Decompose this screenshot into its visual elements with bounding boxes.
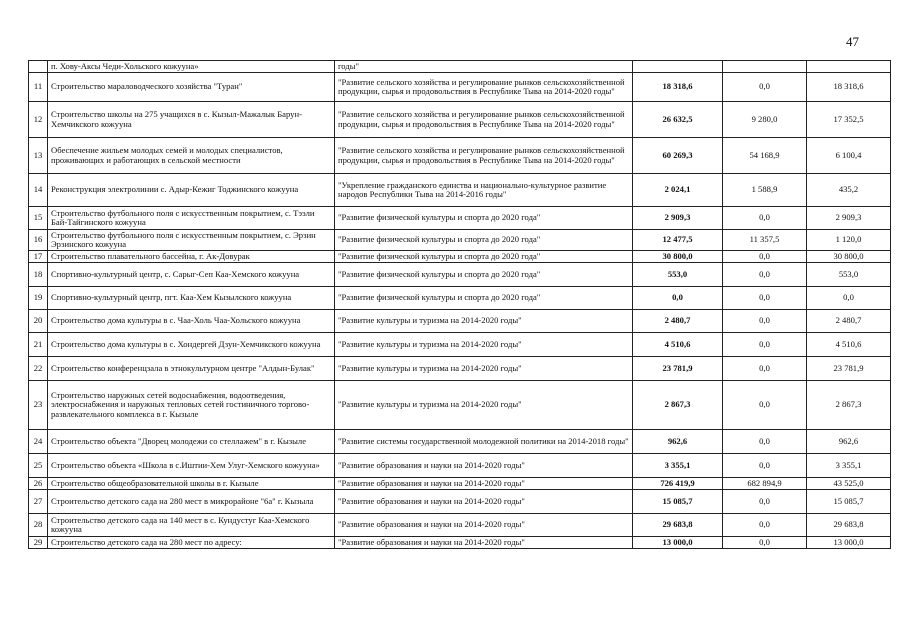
federal-amount: 0,0 [723,207,807,230]
object-name: Строительство школы на 275 учащихся в с. Кызыл-Мажалык Барун-Хемчикского кожууна [48,102,335,138]
row-number: 23 [29,381,48,430]
federal-amount: 54 168,9 [723,138,807,174]
object-name: Спортивно-культурный центр, с. Сарыг-Сеп Каа-Хемского кожууна [48,263,335,287]
total-amount: 4 510,6 [633,333,723,357]
regional-amount: 435,2 [807,174,891,207]
regional-amount: 18 318,6 [807,73,891,102]
row-number [29,61,48,73]
table-row [29,430,891,454]
program-name: "Развитие физической культуры и спорта до 2020 года" [335,263,633,287]
total-amount [633,61,723,73]
row-number: 24 [29,430,48,454]
object-name: Строительство объекта «Школа в с.Иштии-Хем Улуг-Хемского кожууна» [48,454,335,478]
row-number: 19 [29,287,48,310]
total-amount: 60 269,3 [633,138,723,174]
table-row [29,263,891,287]
total-amount: 18 318,6 [633,73,723,102]
program-name: "Развитие образования и науки на 2014-2020 годы" [335,454,633,478]
object-name: Строительство футбольного поля с искусственным покрытием, с. Эрзин Эрзинского кожууна [48,230,335,251]
table-row [29,310,891,333]
total-amount: 2 909,3 [633,207,723,230]
federal-amount: 0,0 [723,381,807,430]
program-name: "Развитие сельского хозяйства и регулирование рынков сельскохозяйственной продукции, сырья и продовольствия в Республике Тыва на 2014-2020 годы" [335,138,633,174]
object-name: Строительство плавательного бассейна, г. Ак-Довурак [48,251,335,263]
program-name: "Развитие физической культуры и спорта до 2020 года" [335,207,633,230]
program-name: "Развитие культуры и туризма на 2014-2020 годы" [335,333,633,357]
total-amount: 2 024,1 [633,174,723,207]
program-name: "Развитие сельского хозяйства и регулирование рынков сельскохозяйственной продукции, сырья и продовольствия в Республике Тыва на 2014-2020 годы" [335,102,633,138]
total-amount: 962,6 [633,430,723,454]
federal-amount: 11 357,5 [723,230,807,251]
program-name: "Развитие физической культуры и спорта до 2020 года" [335,251,633,263]
federal-amount: 0,0 [723,333,807,357]
federal-amount: 0,0 [723,73,807,102]
table-row [29,287,891,310]
object-name: Строительство детского сада на 280 мест по адресу: [48,537,335,549]
table-row [29,102,891,138]
regional-amount: 2 867,3 [807,381,891,430]
table-row [29,514,891,537]
row-number: 18 [29,263,48,287]
federal-amount [723,61,807,73]
regional-amount: 23 781,9 [807,357,891,381]
regional-amount: 6 100,4 [807,138,891,174]
program-name: "Развитие образования и науки на 2014-2020 годы" [335,537,633,549]
object-name: Строительство наружных сетей водоснабжения, водоотведения, электроснабжения и наружных тепловых сетей гостиничного торгово-развлекательного комплекса в г. Кызыле [48,381,335,430]
table-row [29,381,891,430]
regional-amount [807,61,891,73]
regional-amount: 1 120,0 [807,230,891,251]
total-amount: 26 632,5 [633,102,723,138]
object-name: Строительство мараловодческого хозяйства "Туран" [48,73,335,102]
regional-amount: 29 683,8 [807,514,891,537]
total-amount: 553,0 [633,263,723,287]
total-amount: 30 800,0 [633,251,723,263]
row-number: 25 [29,454,48,478]
regional-amount: 13 000,0 [807,537,891,549]
row-number: 16 [29,230,48,251]
object-name: Реконструкция электролинии с. Адыр-Кежиг Тоджинского кожууна [48,174,335,207]
federal-amount: 0,0 [723,490,807,514]
program-name: "Развитие системы государственной молодежной политики на 2014-2018 годы" [335,430,633,454]
object-name: Строительство объекта "Дворец молодежи со стеллажем" в г. Кызыле [48,430,335,454]
page-number: 47 [846,34,859,49]
total-amount: 12 477,5 [633,230,723,251]
table-row [29,251,891,263]
projects-table-body [29,61,891,549]
regional-amount: 0,0 [807,287,891,310]
table-row [29,490,891,514]
row-number: 11 [29,73,48,102]
object-name: Строительство футбольного поля с искусственным покрытием, с. Тээли Бай-Тайгинского кожууна [48,207,335,230]
row-number: 22 [29,357,48,381]
table-row [29,138,891,174]
federal-amount: 0,0 [723,357,807,381]
federal-amount: 0,0 [723,430,807,454]
object-name: Спортивно-культурный центр, пгт. Каа-Хем Кызылского кожууна [48,287,335,310]
program-name: "Укрепление гражданского единства и национально-культурное развитие народов Республики Тыва на 2014-2016 годы" [335,174,633,207]
row-number: 20 [29,310,48,333]
table-row [29,207,891,230]
federal-amount: 0,0 [723,263,807,287]
program-name: годы" [335,61,633,73]
program-name: "Развитие образования и науки на 2014-2020 годы" [335,514,633,537]
program-name: "Развитие культуры и туризма на 2014-2020 годы" [335,310,633,333]
row-number: 29 [29,537,48,549]
total-amount: 13 000,0 [633,537,723,549]
regional-amount: 4 510,6 [807,333,891,357]
federal-amount: 1 588,9 [723,174,807,207]
regional-amount: 43 525,0 [807,478,891,490]
federal-amount: 0,0 [723,537,807,549]
row-number: 27 [29,490,48,514]
program-name: "Развитие сельского хозяйства и регулирование рынков сельскохозяйственной продукции, сырья и продовольствия в Республике Тыва на 2014-2020 годы" [335,73,633,102]
regional-amount: 15 085,7 [807,490,891,514]
table-row [29,73,891,102]
program-name: "Развитие физической культуры и спорта до 2020 года" [335,230,633,251]
total-amount: 15 085,7 [633,490,723,514]
object-name: Строительство детского сада на 140 мест в с. Кундустуг Каа-Хемского кожууна [48,514,335,537]
total-amount: 23 781,9 [633,357,723,381]
row-number: 13 [29,138,48,174]
regional-amount: 962,6 [807,430,891,454]
federal-amount: 9 280,0 [723,102,807,138]
total-amount: 29 683,8 [633,514,723,537]
object-name: Строительство общеобразовательной школы в г. Кызыле [48,478,335,490]
table-row [29,357,891,381]
object-name: Обеспечение жильем молодых семей и молодых специалистов, проживающих и работающих в сельской местности [48,138,335,174]
program-name: "Развитие образования и науки на 2014-2020 годы" [335,490,633,514]
regional-amount: 553,0 [807,263,891,287]
object-name: Строительство конференцзала в этнокультурном центре "Алдын-Булак" [48,357,335,381]
federal-amount: 0,0 [723,251,807,263]
table-row [29,174,891,207]
row-number: 21 [29,333,48,357]
regional-amount: 17 352,5 [807,102,891,138]
regional-amount: 3 355,1 [807,454,891,478]
row-number: 14 [29,174,48,207]
total-amount: 726 419,9 [633,478,723,490]
object-name: Строительство детского сада на 280 мест в микрорайоне "6а" г. Кызыла [48,490,335,514]
total-amount: 2 480,7 [633,310,723,333]
regional-amount: 2 909,3 [807,207,891,230]
table-row [29,478,891,490]
row-number: 26 [29,478,48,490]
total-amount: 0,0 [633,287,723,310]
object-name: Строительство дома культуры в с. Хондергей Дзун-Хемчикского кожууна [48,333,335,357]
program-name: "Развитие физической культуры и спорта до 2020 года" [335,287,633,310]
table-row [29,333,891,357]
program-name: "Развитие культуры и туризма на 2014-2020 годы" [335,357,633,381]
row-number: 17 [29,251,48,263]
program-name: "Развитие культуры и туризма на 2014-2020 годы" [335,381,633,430]
total-amount: 3 355,1 [633,454,723,478]
federal-amount: 0,0 [723,514,807,537]
object-name: п. Хову-Аксы Чеди-Хольского кожууна» [48,61,335,73]
table-row [29,537,891,549]
object-name: Строительство дома культуры в с. Чаа-Холь Чаа-Хольского кожууна [48,310,335,333]
regional-amount: 30 800,0 [807,251,891,263]
row-number: 12 [29,102,48,138]
federal-amount: 682 894,9 [723,478,807,490]
federal-amount: 0,0 [723,287,807,310]
table-row [29,230,891,251]
projects-table [28,60,891,549]
program-name: "Развитие образования и науки на 2014-2020 годы" [335,478,633,490]
federal-amount: 0,0 [723,454,807,478]
regional-amount: 2 480,7 [807,310,891,333]
table-row [29,454,891,478]
total-amount: 2 867,3 [633,381,723,430]
row-number: 28 [29,514,48,537]
table-row [29,61,891,73]
federal-amount: 0,0 [723,310,807,333]
row-number: 15 [29,207,48,230]
